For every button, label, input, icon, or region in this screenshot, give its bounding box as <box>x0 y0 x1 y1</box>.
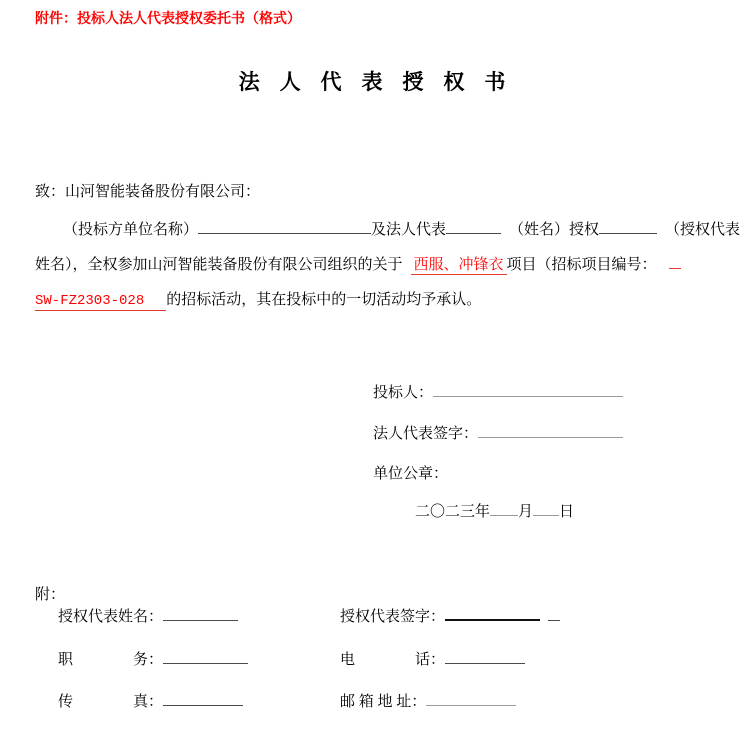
bidder-label: 投标人： <box>373 385 434 401</box>
date-line <box>415 500 574 521</box>
blank-month <box>490 501 518 516</box>
body-line-3 <box>35 283 740 319</box>
project-name: 西服、冲锋衣 <box>411 257 507 275</box>
signature-rep-line <box>373 422 623 443</box>
rep-sign-label: 法人代表签字： <box>373 426 479 442</box>
phone-label: 电 话： <box>340 652 446 668</box>
blank-project-code-start <box>669 254 681 269</box>
salutation: 致：山河智能装备股份有限公司： <box>35 184 261 200</box>
appendix-row-1-left <box>58 605 238 626</box>
seal-line <box>373 462 448 483</box>
blank-company-name <box>198 219 371 234</box>
appendix-row-1-right <box>340 605 560 626</box>
blank-fax <box>163 691 243 706</box>
appendix-label: 附： <box>35 587 66 603</box>
body-text: 的招标活动，其在投标中的一切活动均予承认。 <box>166 292 482 308</box>
body-text: 项目（招标项目编号： <box>506 257 657 273</box>
date-month-label: 月 <box>518 504 534 520</box>
appendix-row-3-right <box>340 690 516 711</box>
blank-bidder <box>433 382 623 397</box>
date-year: 二〇二三年 <box>415 504 491 520</box>
body-text: 及法人代表 <box>371 222 447 238</box>
authorized-rep-sign-label: 授权代表签字： <box>340 609 446 625</box>
appendix-row-2-left <box>58 648 248 669</box>
body-text: 姓名），全权参加山河智能装备股份有限公司组织的关于 <box>35 257 403 273</box>
document-title: 法人代表授权书 <box>238 70 526 94</box>
blank-signature-extra <box>548 606 560 621</box>
body-text: （姓名）授权 <box>509 222 600 238</box>
blank-email <box>426 691 516 706</box>
attachment-note: 附件：投标人法人代表授权委托书（格式） <box>35 12 301 27</box>
blank-authorized-rep-name <box>163 606 238 621</box>
blank-rep-signature <box>478 423 623 438</box>
blank-authorized-name <box>599 219 657 234</box>
body-line-2 <box>35 248 740 283</box>
email-label: 邮 箱 地 址： <box>340 694 427 710</box>
body-text: （投标方单位名称） <box>63 222 199 238</box>
seal-label: 单位公章： <box>373 466 449 482</box>
appendix-row-2-right <box>340 648 525 669</box>
signature-bidder-line <box>373 381 623 402</box>
blank-legal-rep-name <box>446 219 501 234</box>
date-day-label: 日 <box>559 504 575 520</box>
blank-position <box>163 649 248 664</box>
fax-label: 传 真： <box>58 694 164 710</box>
blank-phone <box>445 649 525 664</box>
position-label: 职 务： <box>58 652 164 668</box>
body-line-1 <box>35 213 740 248</box>
blank-authorized-rep-signature <box>445 605 540 621</box>
blank-day <box>533 501 559 516</box>
body-paragraph <box>35 213 740 319</box>
appendix-row-3-left <box>58 690 243 711</box>
authorized-rep-name-label: 授权代表姓名： <box>58 609 164 625</box>
body-text: （授权代表 <box>665 222 741 238</box>
project-code: SW-FZ2303-028 <box>35 293 166 311</box>
